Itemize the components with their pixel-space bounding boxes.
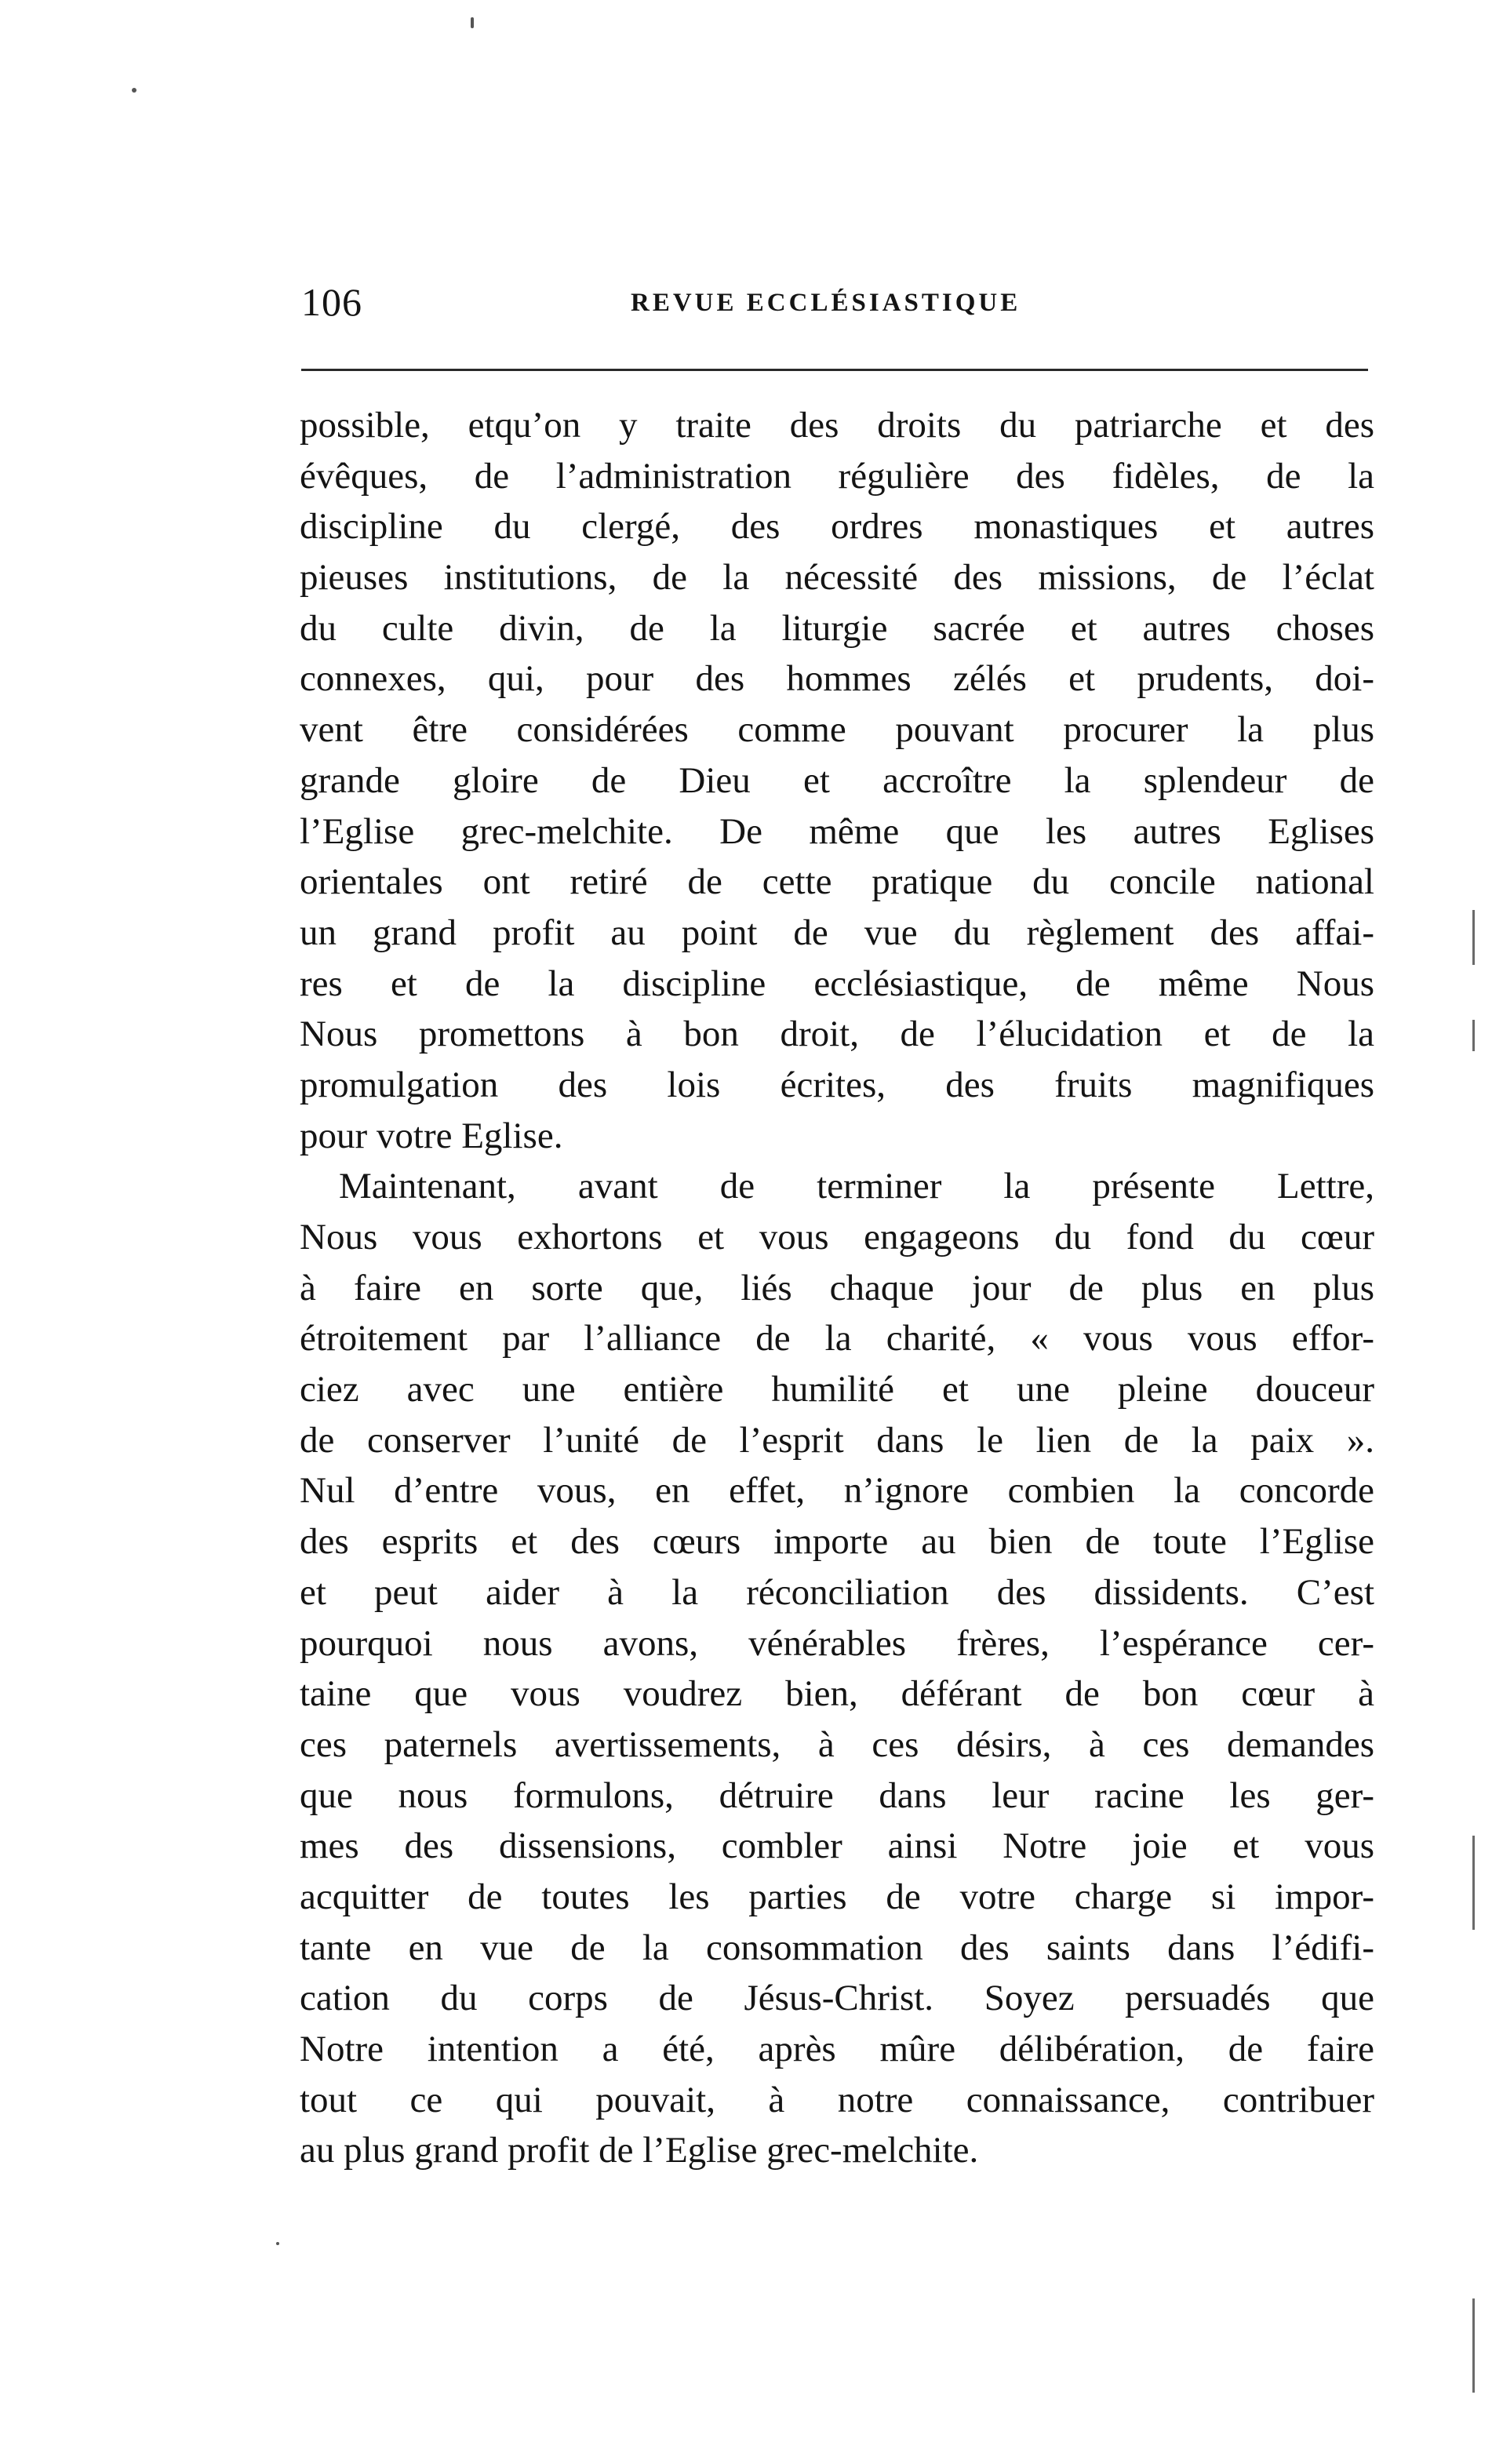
text-line: discipline du clergé, des ordres monastiques et autres xyxy=(300,506,1374,548)
text-line: mes des dissensions, combler ainsi Notre joie et vous xyxy=(300,1825,1374,1867)
text-line: et peut aider à la réconciliation des dissidents. C’est xyxy=(300,1571,1374,1613)
text-line: au plus grand profit de l’Eglise grec-melchite. xyxy=(300,2130,979,2171)
text-line: acquitter de toutes les parties de votre charge si impor- xyxy=(300,1876,1374,1917)
text-line: de conserver l’unité de l’esprit dans le lien de la paix ». xyxy=(300,1419,1374,1461)
scan-edge-mark xyxy=(1472,910,1475,965)
body-text xyxy=(300,400,1374,2176)
scan-edge-mark xyxy=(1472,2298,1475,2393)
text-line: Nous vous exhortons et vous engageons du fond du cœur xyxy=(300,1217,1374,1257)
text-line: tante en vue de la consommation des saints dans l’édifi- xyxy=(300,1927,1374,1968)
header-rule xyxy=(301,369,1368,371)
text-line: un grand profit au point de vue du règlement des affai- xyxy=(300,912,1374,953)
scan-edge-mark xyxy=(1472,1836,1475,1930)
text-line: Nul d’entre vous, en effet, n’ignore combien la concorde xyxy=(300,1470,1374,1512)
text-line: res et de la discipline ecclésiastique, de même Nous xyxy=(300,963,1374,1004)
running-title: REVUE ECCLÉSIASTIQUE xyxy=(631,289,1021,317)
text-line: Nous promettons à bon droit, de l’élucidation et de la xyxy=(300,1014,1374,1055)
text-line: Maintenant, avant de terminer la présente Lettre, xyxy=(339,1166,1374,1207)
text-line: vent être considérées comme pouvant procurer la plus xyxy=(300,709,1374,751)
scan-speck xyxy=(276,2242,279,2245)
scan-edge-mark xyxy=(1472,1020,1475,1051)
text-line: pourquoi nous avons, vénérables frères, l’espérance cer- xyxy=(300,1622,1374,1664)
page-header xyxy=(301,275,1368,329)
text-line: cation du corps de Jésus-Christ. Soyez persuadés que xyxy=(300,1978,1374,2019)
text-line: à faire en sorte que, liés chaque jour de plus en plus xyxy=(300,1267,1374,1308)
text-line: tout ce qui pouvait, à notre connaissance, contribuer xyxy=(300,2079,1374,2120)
text-line: possible, etqu’on y traite des droits du patriarche et des xyxy=(300,405,1374,446)
text-line: que nous formulons, détruire dans leur racine les ger- xyxy=(300,1774,1374,1816)
text-line: ciez avec une entière humilité et une pleine douceur xyxy=(300,1369,1374,1410)
text-line: pieuses institutions, de la nécessité des missions, de l’éclat xyxy=(300,557,1374,599)
paragraph xyxy=(300,400,1374,1161)
text-line: connexes, qui, pour des hommes zélés et prudents, doi- xyxy=(300,658,1374,700)
text-line: du culte divin, de la liturgie sacrée et autres choses xyxy=(300,607,1374,649)
text-line: Notre intention a été, après mûre délibération, de faire xyxy=(300,2029,1374,2069)
text-line: orientales ont retiré de cette pratique du concile national xyxy=(300,861,1374,903)
scan-speck xyxy=(471,17,474,28)
text-line: étroitement par l’alliance de la charité, « vous vous effor- xyxy=(300,1318,1374,1359)
paragraph xyxy=(300,1161,1374,2176)
page-number: 106 xyxy=(301,280,362,324)
text-line: pour votre Eglise. xyxy=(300,1115,563,1156)
text-line: des esprits et des cœurs importe au bien de toute l’Eglise xyxy=(300,1521,1374,1563)
text-line: l’Eglise grec-melchite. De même que les autres Eglises xyxy=(300,810,1374,852)
text-line: taine que vous voudrez bien, déférant de bon cœur à xyxy=(300,1673,1374,1715)
text-line: grande gloire de Dieu et accroître la splendeur de xyxy=(300,759,1374,801)
text-line: évêques, de l’administration régulière des fidèles, de la xyxy=(300,455,1374,497)
scan-speck xyxy=(132,88,136,93)
text-line: ces paternels avertissements, à ces désirs, à ces demandes xyxy=(300,1723,1374,1765)
text-line: promulgation des lois écrites, des fruits magnifiques xyxy=(300,1064,1374,1105)
